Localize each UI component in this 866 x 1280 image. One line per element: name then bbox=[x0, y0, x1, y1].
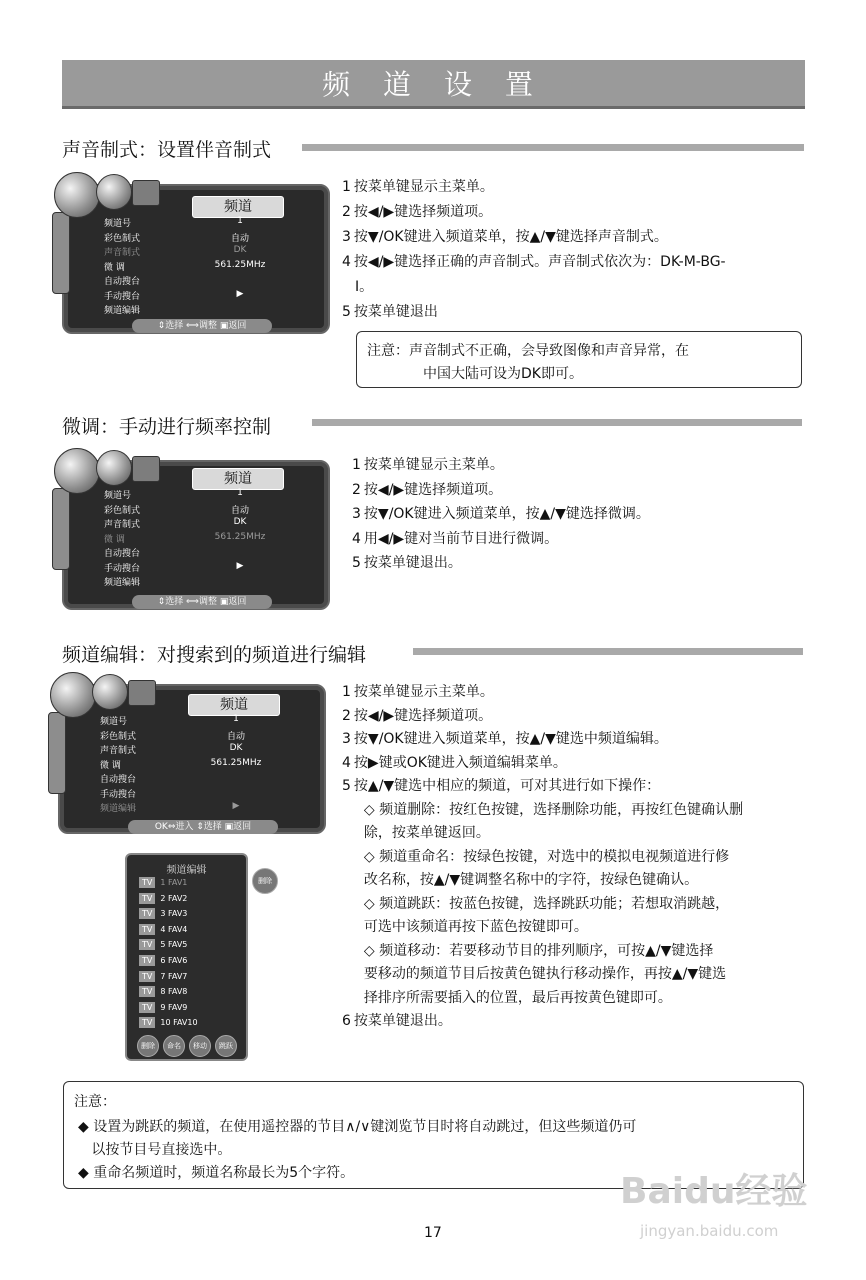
step-number: 1 bbox=[352, 457, 361, 473]
menu-item-value: DK bbox=[233, 245, 247, 255]
channel-name: 6 FAV6 bbox=[160, 956, 188, 965]
channel-editor-title: 频道编辑 bbox=[166, 865, 207, 876]
menu-item-label[interactable]: 声音制式 bbox=[104, 248, 141, 258]
step-text: 按▶键或OK键进入频道编辑菜单。 bbox=[353, 754, 567, 771]
channel-list-item[interactable] bbox=[139, 986, 187, 997]
menu-item-label[interactable]: 手动搜台 bbox=[100, 789, 137, 800]
editor-action-button[interactable]: 命名 bbox=[163, 1035, 185, 1057]
step-text: ◇ 频道跳跃：按蓝色按键，选择跳跃功能；若想取消跳越， bbox=[355, 895, 730, 912]
menu-item-value: 561.25MHz bbox=[214, 259, 266, 270]
menu-item-label[interactable]: 自动搜台 bbox=[104, 277, 141, 287]
channel-name: 1 FAV1 bbox=[160, 878, 188, 887]
channel-icon bbox=[132, 180, 160, 206]
menu-item-label[interactable]: 微 调 bbox=[104, 262, 125, 273]
menu-item-label[interactable]: 彩色制式 bbox=[104, 505, 141, 516]
step-number: 5 bbox=[342, 778, 351, 794]
step-text: 按菜单键显示主菜单。 bbox=[353, 179, 494, 195]
channel-name: 9 FAV9 bbox=[160, 1002, 188, 1012]
menu-item-value: DK bbox=[229, 743, 243, 753]
instruction-step bbox=[342, 727, 668, 751]
channel-list-item[interactable] bbox=[139, 955, 187, 966]
instruction-step bbox=[342, 225, 668, 249]
instruction-step bbox=[342, 915, 588, 939]
step-text: 按菜单键显示主菜单。 bbox=[353, 684, 494, 700]
step-number: 4 bbox=[342, 254, 351, 270]
step-text: 按▲/▼键选中相应的频道，可对其进行如下操作： bbox=[353, 778, 661, 794]
instruction-step bbox=[352, 502, 650, 526]
instruction-step bbox=[342, 939, 713, 963]
step-number: 5 bbox=[352, 555, 361, 571]
menu-title: 频道 bbox=[192, 468, 284, 490]
channel-name: 5 FAV5 bbox=[160, 940, 188, 950]
channel-list-item[interactable] bbox=[139, 924, 187, 935]
step-number: 1 bbox=[342, 684, 351, 700]
instruction-step bbox=[342, 986, 672, 1010]
instruction-step bbox=[342, 845, 729, 869]
section-rule bbox=[413, 648, 803, 655]
channel-editor-panel bbox=[125, 853, 248, 1061]
editor-action-button[interactable]: 删除 bbox=[137, 1035, 159, 1057]
magnifier-icon bbox=[50, 672, 96, 718]
menu-footer-hint: OK⇔进入 ⇕选择 ▣返回 bbox=[128, 820, 278, 834]
menu-screenshot-finetune bbox=[52, 448, 332, 613]
footer-note-item: 以按节目号直接选中。 bbox=[78, 1142, 232, 1158]
menu-item-label[interactable]: 彩色制式 bbox=[104, 233, 141, 244]
instruction-step bbox=[342, 680, 494, 704]
instruction-step bbox=[342, 275, 373, 299]
menu-footer-hint: ⇕选择 ⟺调整 ▣返回 bbox=[132, 319, 272, 333]
instruction-step bbox=[342, 200, 492, 224]
step-text: 按▼/OK键进入频道菜单，按▲/▼键选择声音制式。 bbox=[353, 229, 668, 245]
gear-icon bbox=[92, 674, 128, 710]
channel-name: 10 FAV10 bbox=[160, 1018, 198, 1028]
channel-icon bbox=[132, 456, 160, 482]
page-title: 频 道 设 置 bbox=[322, 68, 545, 101]
footer-note-item: ◆ 设置为跳跃的频道，在使用遥控器的节目∧/∨键浏览节目时将自动跳过，但这些频道仍可 bbox=[78, 1119, 637, 1135]
section-heading-sound: 声音制式：设置伴音制式 bbox=[62, 139, 272, 161]
step-text: 按菜单键显示主菜单。 bbox=[363, 457, 504, 473]
step-number: 4 bbox=[342, 754, 351, 771]
section-rule bbox=[302, 144, 804, 151]
magnifier-icon bbox=[54, 172, 100, 218]
instruction-step bbox=[352, 527, 558, 551]
menu-item-label[interactable]: 自动搜台 bbox=[100, 775, 137, 785]
tv-tag: TV bbox=[139, 924, 155, 935]
editor-action-button[interactable]: 移动 bbox=[189, 1035, 211, 1057]
menu-side-decoration bbox=[52, 212, 70, 294]
menu-item-value: 自动 bbox=[226, 731, 246, 742]
section-heading-finetune: 微调：手动进行频率控制 bbox=[62, 416, 272, 438]
instruction-step bbox=[342, 892, 729, 916]
tv-tag: TV bbox=[139, 893, 155, 904]
channel-list-item[interactable] bbox=[139, 893, 187, 904]
step-text: 按◀/▶键选择正确的声音制式。声音制式依次为：DK-M-BG- bbox=[353, 254, 726, 270]
page-number: 17 bbox=[424, 1225, 442, 1241]
step-text: ◇ 频道重命名：按绿色按键，对选中的模拟电视频道进行修 bbox=[355, 848, 730, 865]
menu-item-label[interactable]: 微 调 bbox=[100, 760, 121, 771]
step-text: 要移动的频道节目后按黄色键执行移动操作，再按▲/▼键选 bbox=[355, 966, 727, 982]
tv-tag: TV bbox=[139, 971, 155, 982]
menu-item-label[interactable]: 频道号 bbox=[100, 717, 128, 727]
instruction-step bbox=[352, 453, 504, 477]
step-number: 1 bbox=[342, 179, 351, 195]
channel-name: 3 FAV3 bbox=[160, 909, 188, 919]
channel-name: 8 FAV8 bbox=[160, 987, 188, 997]
instruction-step bbox=[342, 250, 726, 274]
section-rule bbox=[312, 419, 802, 426]
menu-item-label[interactable]: 声音制式 bbox=[100, 746, 137, 756]
menu-item-label[interactable]: 频道编辑 bbox=[104, 306, 141, 316]
menu-title: 频道 bbox=[192, 196, 284, 218]
step-number: 2 bbox=[352, 481, 361, 498]
step-text: 按▼/OK键进入频道菜单，按▲/▼键选择微调。 bbox=[363, 506, 650, 522]
menu-side-decoration bbox=[48, 712, 66, 794]
channel-list-item[interactable] bbox=[139, 908, 187, 919]
channel-list-item[interactable] bbox=[139, 1002, 187, 1013]
menu-item-value: ▶ bbox=[232, 801, 240, 811]
menu-item-value: 561.25MHz bbox=[210, 757, 262, 768]
instruction-step bbox=[342, 175, 494, 199]
channel-name: 4 FAV4 bbox=[160, 924, 188, 934]
menu-item-label[interactable]: 微 调 bbox=[104, 534, 125, 545]
watermark-logo: Baidu经验 bbox=[620, 1171, 808, 1212]
step-number: 4 bbox=[352, 530, 361, 547]
menu-item-label[interactable]: 频道号 bbox=[104, 219, 132, 229]
tv-tag: TV bbox=[139, 986, 155, 997]
step-number: 5 bbox=[342, 304, 351, 320]
step-text: 按◀/▶键选择频道项。 bbox=[363, 481, 503, 498]
tv-tag: TV bbox=[139, 908, 155, 919]
note-line: 注意：声音制式不正确，会导致图像和声音异常，在 bbox=[367, 343, 689, 359]
step-number: 2 bbox=[342, 204, 351, 220]
menu-footer-hint: ⇕选择 ⟺调整 ▣返回 bbox=[132, 595, 272, 609]
note-box-sound bbox=[356, 331, 802, 388]
tv-tag: TV bbox=[139, 955, 155, 966]
instruction-step bbox=[342, 868, 698, 892]
step-number: 2 bbox=[342, 707, 351, 724]
menu-item-label[interactable]: 频道号 bbox=[104, 491, 132, 501]
instruction-step bbox=[352, 551, 462, 575]
menu-item-label[interactable]: 频道编辑 bbox=[100, 804, 137, 814]
instruction-step bbox=[342, 300, 438, 324]
menu-item-value: 561.25MHz bbox=[214, 531, 266, 542]
menu-item-label[interactable]: 手动搜台 bbox=[104, 563, 141, 574]
page-title-bar bbox=[62, 60, 805, 109]
tv-tag: TV bbox=[139, 1002, 155, 1013]
step-number: 3 bbox=[342, 229, 351, 245]
step-text: I。 bbox=[355, 279, 374, 295]
gear-icon bbox=[96, 450, 132, 486]
step-number: 3 bbox=[342, 731, 351, 747]
menu-side-decoration bbox=[52, 488, 70, 570]
footer-note-item: ◆ 重命名频道时，频道名称最长为5个字符。 bbox=[78, 1165, 355, 1181]
tv-tag: TV bbox=[139, 1017, 155, 1028]
watermark-url: jingyan.baidu.com bbox=[640, 1222, 779, 1240]
menu-item-value: ▶ bbox=[236, 560, 244, 571]
step-text: 改名称，按▲/▼键调整名称中的字符，按绿色键确认。 bbox=[355, 872, 699, 888]
step-text: 按◀/▶键选择频道项。 bbox=[353, 204, 493, 220]
menu-item-value: 自动 bbox=[230, 233, 250, 244]
menu-item-value: ▶ bbox=[236, 288, 244, 299]
magnifier-icon bbox=[54, 448, 100, 494]
menu-item-value: 1 bbox=[233, 714, 239, 724]
step-text: 按菜单键退出。 bbox=[363, 555, 462, 571]
instruction-step bbox=[342, 962, 726, 986]
gear-icon bbox=[96, 174, 132, 210]
menu-item-value: 自动 bbox=[230, 505, 250, 516]
menu-item-value: 1 bbox=[237, 216, 243, 226]
menu-screenshot-edit bbox=[48, 672, 328, 837]
instruction-step bbox=[342, 821, 490, 845]
step-text: 按菜单键退出 bbox=[353, 304, 438, 320]
menu-item-label[interactable]: 手动搜台 bbox=[104, 291, 141, 302]
step-text: 按▼/OK键进入频道菜单，按▲/▼键选中频道编辑。 bbox=[353, 731, 668, 747]
step-text: 按菜单键退出。 bbox=[353, 1013, 452, 1029]
step-number: 3 bbox=[352, 506, 361, 522]
menu-title: 频道 bbox=[188, 694, 280, 716]
step-number: 6 bbox=[342, 1013, 351, 1029]
channel-name: 2 FAV2 bbox=[160, 893, 188, 903]
tv-tag: TV bbox=[139, 877, 155, 888]
tv-tag: TV bbox=[139, 939, 155, 950]
delete-side-button[interactable]: 删除 bbox=[252, 868, 278, 894]
channel-list-item[interactable] bbox=[139, 939, 187, 950]
editor-action-button[interactable]: 跳跃 bbox=[215, 1035, 237, 1057]
instruction-step bbox=[342, 704, 492, 728]
instruction-step bbox=[342, 798, 743, 822]
channel-list-item[interactable] bbox=[139, 971, 187, 982]
instruction-step bbox=[342, 751, 567, 775]
menu-item-value: 1 bbox=[237, 488, 243, 498]
channel-list-item[interactable] bbox=[139, 1017, 198, 1028]
step-text: 用◀/▶键对当前节目进行微调。 bbox=[363, 530, 559, 547]
menu-item-value: DK bbox=[233, 517, 247, 527]
step-text: 按◀/▶键选择频道项。 bbox=[353, 707, 493, 724]
step-text: ◇ 频道移动：若要移动节目的排列顺序，可按▲/▼键选择 bbox=[355, 942, 714, 959]
section-heading-edit: 频道编辑：对搜索到的频道进行编辑 bbox=[62, 644, 367, 666]
menu-screenshot-sound bbox=[52, 172, 332, 337]
step-text: 择排序所需要插入的位置，最后再按黄色键即可。 bbox=[355, 989, 672, 1006]
instruction-step bbox=[342, 1009, 452, 1033]
channel-list-item[interactable] bbox=[139, 877, 187, 888]
instruction-step bbox=[352, 478, 502, 502]
instruction-step bbox=[342, 774, 660, 798]
menu-item-label[interactable]: 频道编辑 bbox=[104, 578, 141, 588]
menu-item-label[interactable]: 声音制式 bbox=[104, 520, 141, 530]
step-text: ◇ 频道删除：按红色按键，选择删除功能，再按红色键确认删 bbox=[355, 801, 744, 818]
footer-note-label: 注意： bbox=[74, 1094, 116, 1110]
channel-icon bbox=[128, 680, 156, 706]
step-text: 可选中该频道再按下蓝色按键即可。 bbox=[355, 919, 588, 935]
channel-name: 7 FAV7 bbox=[160, 971, 188, 981]
menu-item-label[interactable]: 自动搜台 bbox=[104, 549, 141, 559]
menu-item-label[interactable]: 彩色制式 bbox=[100, 731, 137, 742]
step-text: 除，按菜单键返回。 bbox=[355, 825, 490, 841]
note-line: 中国大陆可设为DK即可。 bbox=[423, 366, 583, 382]
